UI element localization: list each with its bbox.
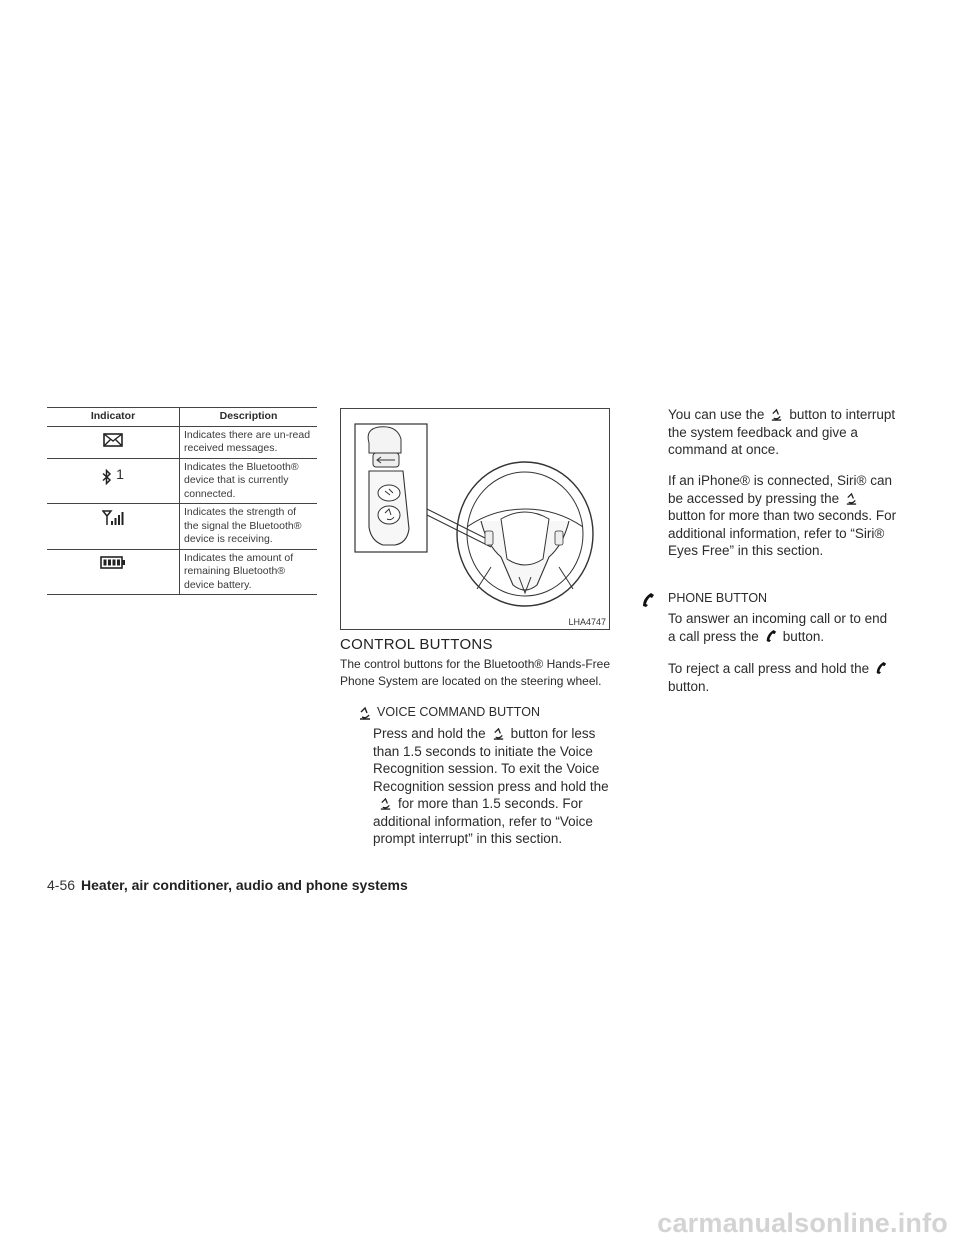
page-number: 4-56 [47,877,76,893]
steering-wheel-figure [340,408,610,630]
indicator-table [47,407,317,595]
siri-text: If an iPhone® is connected, Siri® can be accessed by pressing thebutton for more than two seconds. For additional information, refer to “Siri® Eyes Free” in this section. [668,473,897,558]
voice-command-icon [379,797,392,810]
envelope-icon [103,433,123,447]
answer-call-text: To answer an incoming call or to end a call press the button. [668,611,888,644]
row-description: Indicates the Bluetooth® device that is currently connected. [180,458,318,504]
table-row [47,458,317,504]
page-footer [47,877,408,893]
phone-icon [765,629,777,643]
row-description: Indicates the amount of remaining Bluetooth® device battery. [180,549,318,595]
phone-icon [641,592,655,608]
reject-call-text: To reject a call press and hold thebutton. [668,660,898,695]
watermark: carmanualsonline.info [657,1208,948,1238]
voice-command-icon [358,706,372,720]
voice-command-icon [492,727,505,740]
voice-command-text: Press and hold the button for less than 1.5 seconds to initiate the Voice Recognition session. To exit the Voice Recognition session press and hold thefor more than 1.5 seconds. For additional information, refer to “Voice prompt interrupt” in this section. [373,726,609,846]
row-description: Indicates there are un-read received messages. [180,426,318,458]
section-heading: CONTROL BUTTONS [340,636,493,653]
section-intro: The control buttons for the Bluetooth® Hands-Free Phone System are located on the steering wheel. [340,657,610,688]
header-description: Description [180,408,318,427]
figure-code: LHA4747 [568,617,606,627]
voice-interrupt-text: You can use the button to interrupt the system feedback and give a command at once. [668,407,896,457]
table-row [47,549,317,595]
header-indicator: Indicator [47,408,180,427]
signal-strength-icon [102,510,124,526]
phone-icon [875,661,887,675]
table-row [47,504,317,550]
bluetooth-icon [102,469,112,485]
table-row [47,426,317,458]
bluetooth-device-number: 1 [116,465,124,482]
phone-button-title: PHONE BUTTON [668,591,768,605]
steering-wheel-illustration [341,409,609,629]
battery-icon [100,556,126,569]
row-description: Indicates the strength of the signal the Bluetooth® device is receiving. [180,504,318,550]
voice-command-icon [770,408,783,421]
voice-command-icon [845,492,858,505]
voice-command-title: VOICE COMMAND BUTTON [377,705,540,719]
section-title: Heater, air conditioner, audio and phone systems [81,877,408,893]
